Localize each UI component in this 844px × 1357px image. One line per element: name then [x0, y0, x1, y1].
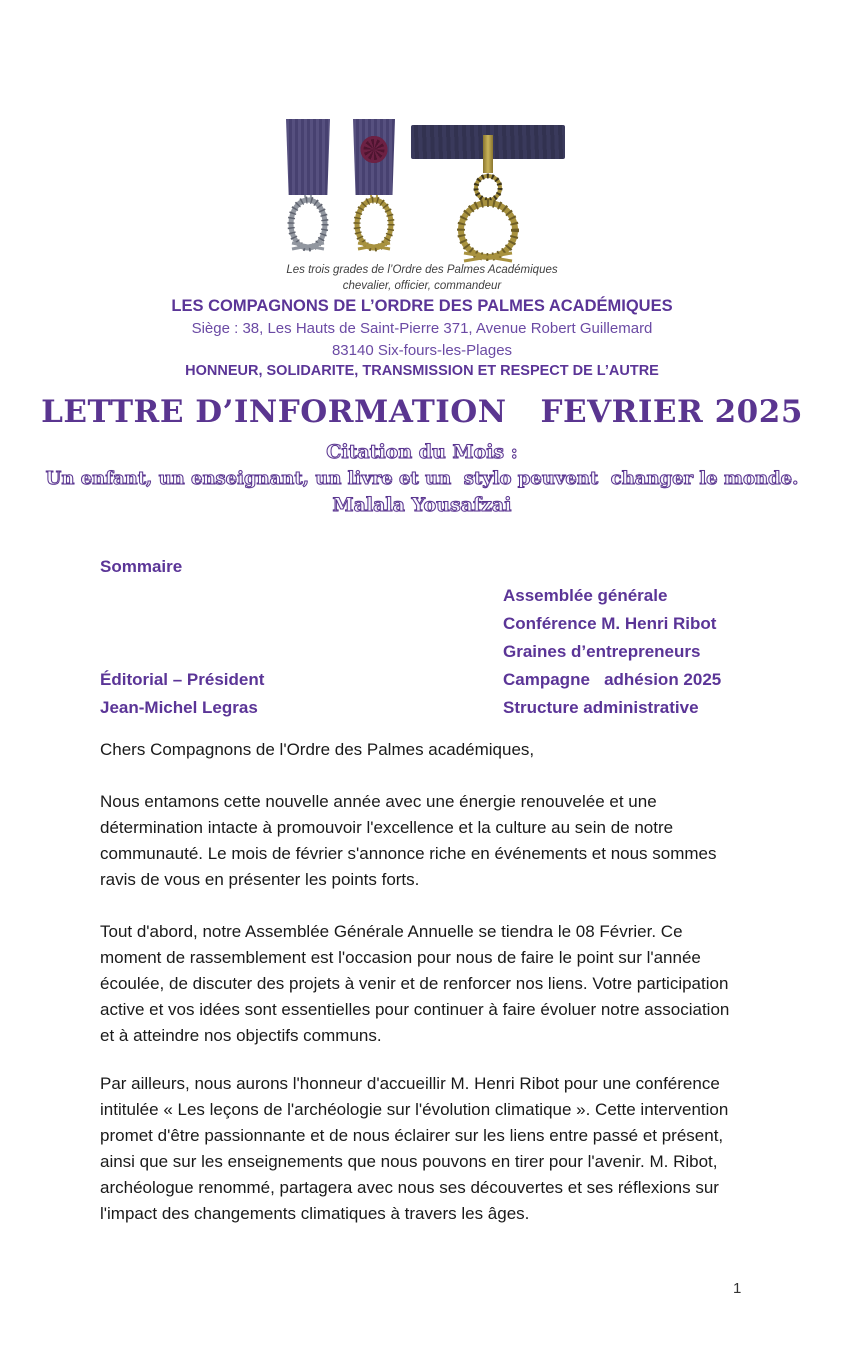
newsletter-title: LETTRE D’INFORMATION FEVRIER 2025	[41, 394, 803, 430]
medals-caption-line2: chevalier, officier, commandeur	[342, 280, 502, 292]
sommaire-heading: Sommaire	[100, 557, 183, 576]
officier-wreath	[350, 191, 398, 253]
letter-paragraph-2: Tout d'abord, notre Assemblée Générale Annuelle se tiendra le 08 Février. Ce moment de rassemblement est l'occasion pour nous de faire le point sur l'année écoulée, de discuter des projets à venir et de renforcer nos liens. Votre participation active et vos idées sont essentielles pour continuer à faire évoluer notre association et à atteindre nos objectifs communs.	[100, 922, 735, 1045]
letter-salutation: Chers Compagnons de l'Ordre des Palmes académiques,	[100, 740, 535, 759]
sommaire-item-jean-michel-legras: Jean-Michel Legras	[100, 698, 258, 717]
sommaire-item-graines-entrepreneurs: Graines d’entrepreneurs	[503, 642, 701, 661]
org-motto: HONNEUR, SOLIDARITE, TRANSMISSION ET RESPECT DE L’AUTRE	[185, 363, 659, 379]
commandeur-link	[483, 135, 493, 173]
org-name: LES COMPAGNONS DE L’ORDRE DES PALMES ACADÉMIQUES	[171, 297, 673, 315]
chevalier-ribbon	[286, 119, 330, 195]
commandeur-medal-icon	[411, 125, 565, 259]
sommaire-item-conference-ribot: Conférence M. Henri Ribot	[503, 614, 717, 633]
citation-author: Malala Yousafzai	[332, 494, 512, 516]
sommaire-left-column	[100, 666, 264, 722]
page-number: 1	[733, 1280, 742, 1297]
citation-quote: Un enfant, un enseignant, un livre et un stylo peuvent changer le monde.	[45, 468, 799, 489]
medals-caption-line1: Les trois grades de l’Ordre des Palmes Académiques	[286, 264, 558, 276]
letter-paragraph-3: Par ailleurs, nous aurons l'honneur d'accueillir M. Henri Ribot pour une conférence intitulée « Les leçons de l'archéologie sur l'évolution climatique ». Cette intervention promet d'être passionnante et de nous éclairer sur les liens entre passé et présent, ainsi que sur les enseignements que nous pouvons en tirer pour l'avenir. M. Ribot, archéologue renommé, partagera avec nous ses découvertes et ses réflexions sur l'impact des changements climatiques à travers les âges.	[100, 1074, 734, 1223]
sommaire-item-editorial-president: Éditorial – Président	[100, 670, 265, 689]
commandeur-wreath	[448, 199, 528, 265]
chevalier-wreath	[284, 191, 332, 253]
letter-paragraph-1: Nous entamons cette nouvelle année avec une énergie renouvelée et une détermination intacte à promouvoir l'excellence et la culture au sein de notre communauté. Le mois de février s'annonce riche en événements et nous sommes ravis de vous en présenter les points forts.	[100, 792, 722, 889]
sommaire-item-structure-administrative: Structure administrative	[503, 698, 699, 717]
officier-ribbon	[353, 119, 395, 195]
org-address-line1: Siège : 38, Les Hauts de Saint-Pierre 371, Avenue Robert Guillemard	[191, 320, 653, 337]
citation-label: Citation du Mois :	[326, 441, 518, 463]
chevalier-medal-icon	[284, 119, 332, 257]
sommaire-item-campagne-adhesion: Campagne adhésion 2025	[503, 670, 722, 689]
sommaire-right-column	[503, 582, 721, 722]
org-address-line2: 83140 Six-fours-les-Plages	[331, 342, 513, 359]
sommaire-item-assemblee-generale: Assemblée générale	[503, 586, 668, 605]
officier-rosette	[361, 136, 388, 163]
officier-medal-icon	[350, 119, 398, 257]
